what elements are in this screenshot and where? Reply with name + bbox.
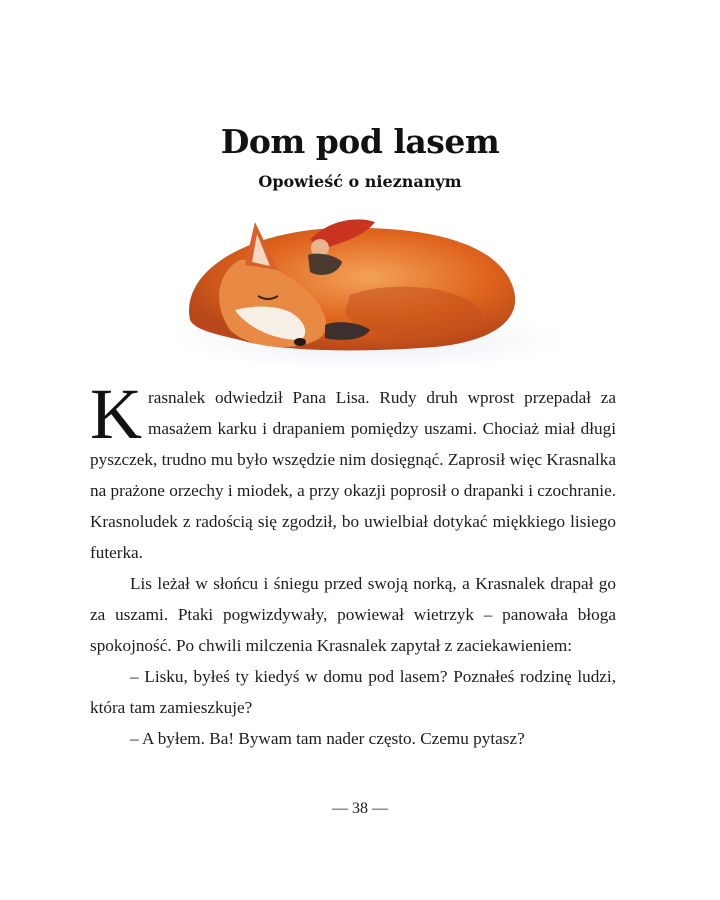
sleeping-fox-with-gnome-icon: [160, 200, 580, 372]
paragraph: – A byłem. Ba! Bywam tam nader często. Czemu pytasz?: [130, 729, 525, 748]
page-number: — 38 —: [332, 800, 388, 817]
paragraph: Lis leżał w słońcu i śniegu przed swoją norką, a Krasnalek drapał go za uszami. Ptaki pogwizdywały, powiewał wietrzyk – panowała błoga spokojność. Po chwili milczenia Krasnalek zapytał z zaciekawieniem:: [90, 574, 616, 655]
page-title: Dom pod lasem: [220, 122, 500, 161]
fox-nose: [294, 338, 306, 346]
story-text: [90, 374, 616, 754]
paragraph-text: rasnalek odwiedził Pana Lisa. Rudy druh wprost przepadał za masażem karku i drapaniem pomiędzy uszami. Chociaż miał długi pyszczek, trudno mu było wszędzie nim dosięgnąć. Zaprosił więc Krasnalka na prażone orzechy i miodek, a przy okazji poprosił o drapanki i czochranie. Krasnoludek z radością się zgodził, bo uwielbiał dotykać miękkiego lisiego futerka.: [90, 388, 616, 562]
page-subtitle: Opowieść o nieznanym: [258, 172, 462, 191]
drop-cap: K: [90, 374, 142, 454]
paragraph: [90, 374, 616, 568]
paragraph: – Lisku, byłeś ty kiedyś w domu pod lasem? Poznałeś rodzinę ludzi, która tam zamieszkuje?: [90, 667, 616, 717]
